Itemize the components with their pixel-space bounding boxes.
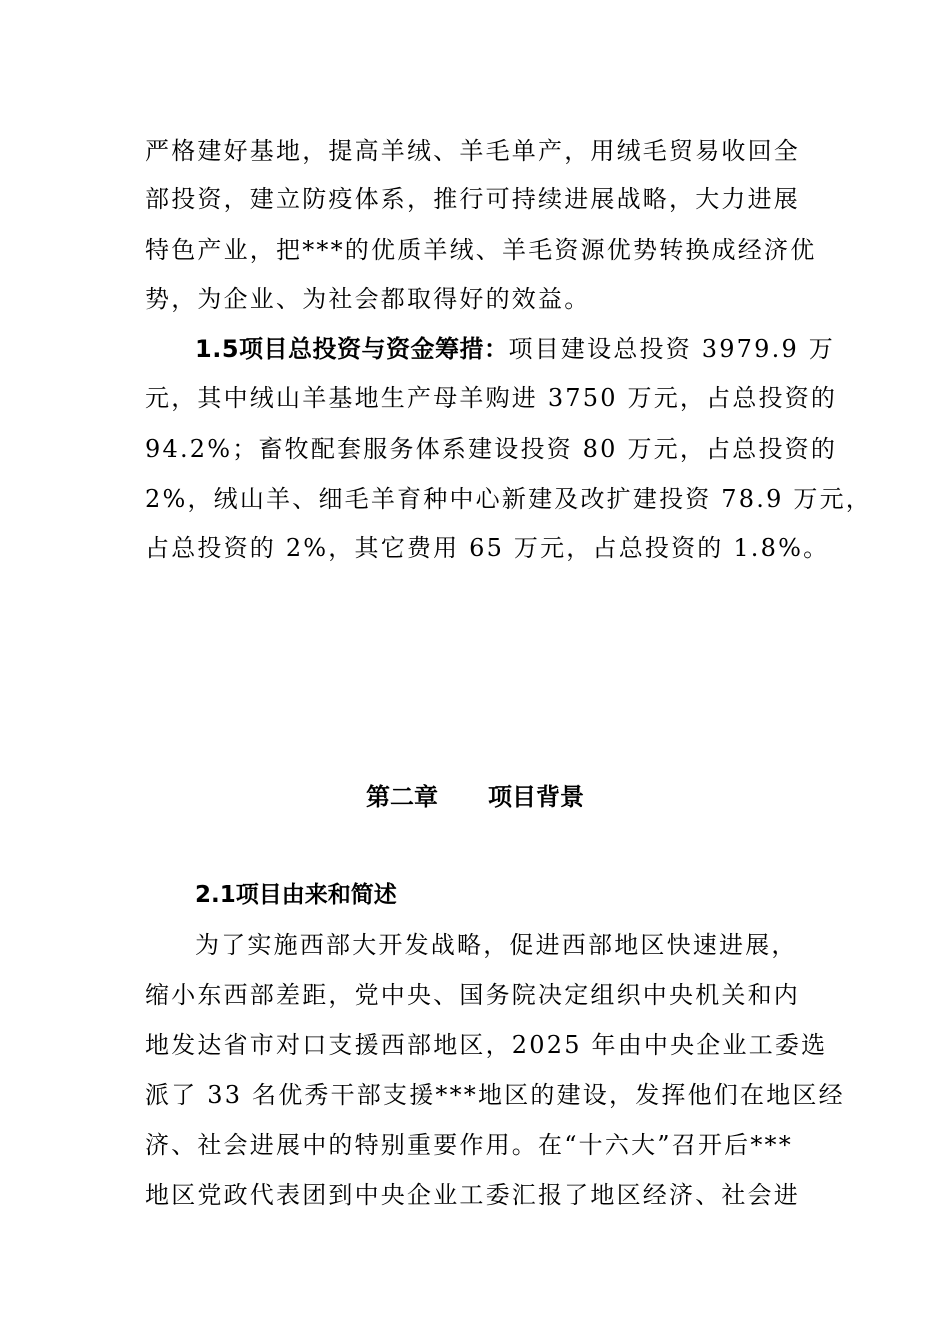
paragraph-line: 严格建好基地，提高羊绒、羊毛单产，用绒毛贸易收回全 (145, 137, 800, 165)
paragraph-line: 为了实施西部大开发战略，促进西部地区快速进展， (195, 931, 798, 959)
investment-first-line (195, 334, 895, 364)
paragraph-line: 派了 33 名优秀干部支援***地区的建设，发挥他们在地区经 (145, 1081, 845, 1109)
paragraph-line: 地发达省市对口支援西部地区，2025 年由中央企业工委选 (145, 1031, 828, 1059)
paragraph-line: 部投资，建立防疫体系，推行可持续进展战略，大力进展 (145, 185, 800, 213)
paragraph-line: 势，为企业、为社会都取得好的效益。 (145, 285, 591, 313)
chapter-heading (0, 782, 950, 812)
paragraph-line: 元，其中绒山羊基地生产母羊购进 3750 万元，占总投资的 (145, 384, 838, 412)
investment-first-line-text: 项目建设总投资 3979.9 万 (508, 335, 835, 363)
paragraph-line: 94.2%；畜牧配套服务体系建设投资 80 万元，占总投资的 (145, 435, 838, 463)
investment-heading: 1.5项目总投资与资金筹措： (195, 335, 509, 363)
paragraph-line: 缩小东西部差距，党中央、国务院决定组织中央机关和内 (145, 981, 800, 1009)
paragraph-line: 济、社会进展中的特别重要作用。在“十六大”召开后*** (145, 1131, 793, 1159)
paragraph-line: 地区党政代表团到中央企业工委汇报了地区经济、社会进 (145, 1181, 800, 1209)
paragraph-line: 特色产业，把***的优质羊绒、羊毛资源优势转换成经济优 (145, 236, 817, 264)
chapter-title: 项目背景 (488, 783, 584, 811)
section-heading: 2.1项目由来和简述 (195, 882, 397, 908)
paragraph-line: 占总投资的 2%，其它费用 65 万元，占总投资的 1.8%。 (145, 534, 830, 562)
chapter-number: 第二章 (366, 783, 438, 811)
paragraph-line: 2%，绒山羊、细毛羊育种中心新建及改扩建投资 78.9 万元， (145, 485, 872, 513)
